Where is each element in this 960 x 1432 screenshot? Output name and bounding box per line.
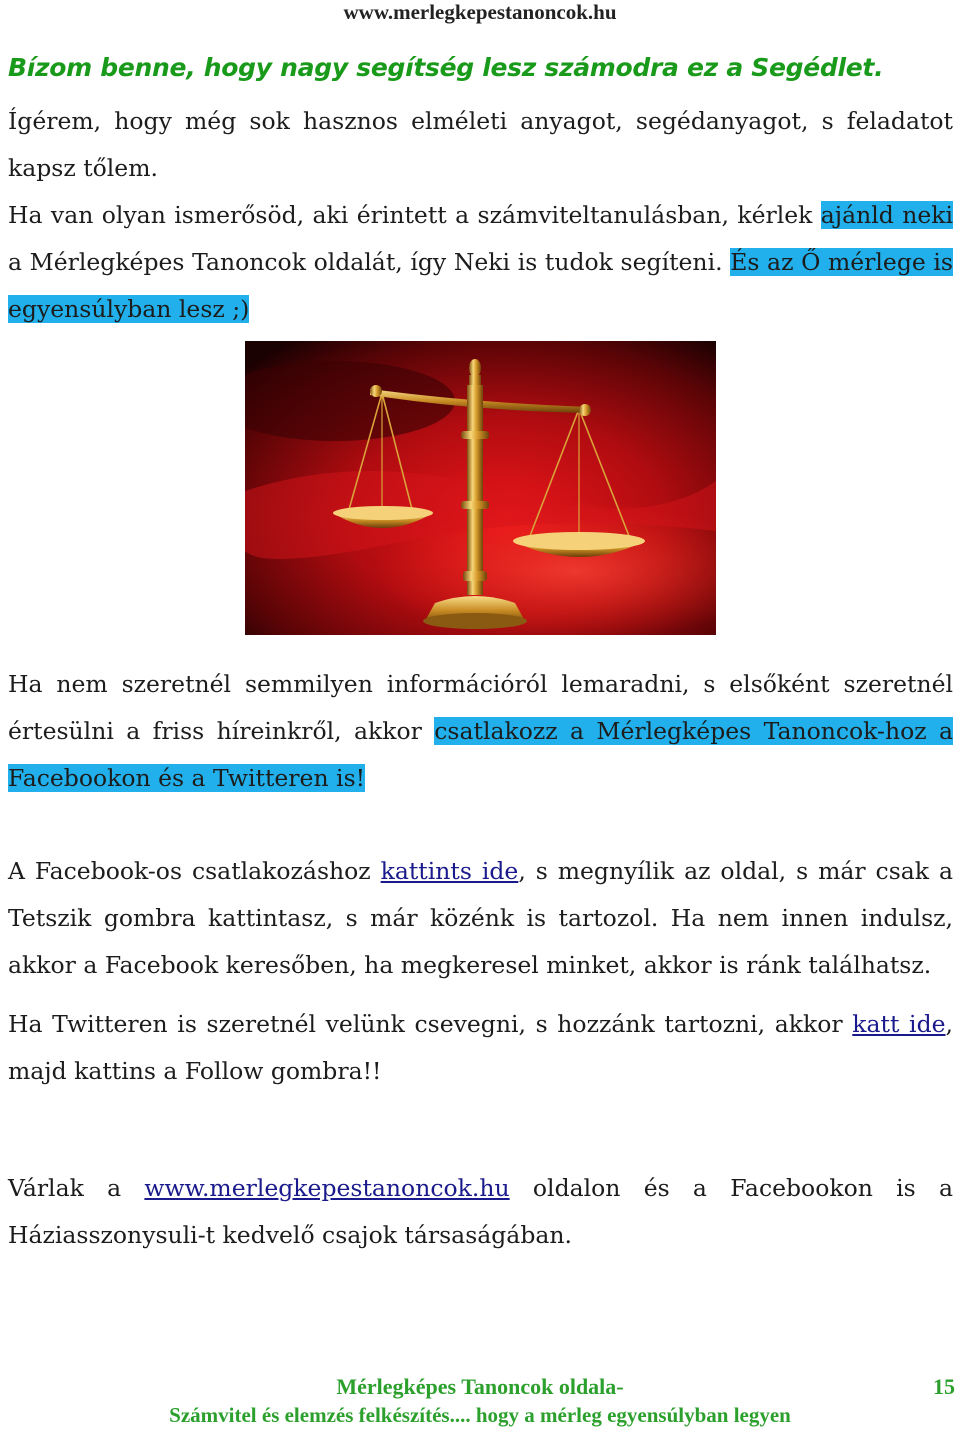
paragraph-join-social	[8, 661, 953, 802]
text-segment: ,	[945, 1010, 954, 1038]
page-number: 15	[933, 1374, 955, 1399]
header-site-url: www.merlegkepestanoncok.hu	[343, 0, 617, 24]
greeting-text: Bízom benne, hogy nagy segítség lesz számodra ez a Segédlet.	[8, 53, 884, 82]
website-link[interactable]: www.merlegkepestanoncok.hu	[144, 1174, 510, 1202]
highlighted-text: csatlakozz a Mérlegképes Tanoncok-hoz a	[434, 717, 954, 745]
paragraph-line: Ígérem, hogy még sok hasznos elméleti anyagot, segédanyagot, s feladatot	[8, 107, 953, 135]
highlighted-text: Facebookon és a Twitteren is!	[8, 764, 366, 792]
footer-subtitle: Számvitel és elemzés felkészítés.... hogy a mérleg egyensúlyban legyen	[169, 1403, 791, 1427]
highlighted-text: egyensúlyban lesz ;)	[8, 295, 250, 323]
text-segment: a Mérlegképes Tanoncok oldalát, így Neki is tudok segíteni.	[8, 248, 731, 276]
scales-of-justice-image	[245, 341, 716, 635]
paragraph-invite	[8, 1165, 953, 1259]
twitter-link[interactable]: katt ide	[852, 1010, 946, 1038]
paragraph-line	[8, 192, 953, 239]
text-segment: oldalon és a Facebookon is a	[509, 1174, 953, 1202]
paragraph-line	[8, 755, 953, 802]
paragraph-promise	[8, 98, 953, 192]
highlighted-text: ajánld neki	[820, 201, 953, 229]
paragraph-line: Háziasszonysuli-t kedvelő csajok társaságában.	[8, 1221, 572, 1249]
paragraph-line: akkor a Facebook keresőben, ha megkeresel minket, akkor is ránk találhatsz.	[8, 951, 932, 979]
text-segment: Ha van olyan ismerősöd, aki érintett a számviteltanulásban, kérlek	[8, 201, 821, 229]
paragraph-line	[8, 1165, 953, 1212]
paragraph-facebook	[8, 848, 953, 989]
highlighted-text: És az Ő mérlege is	[730, 248, 953, 276]
paragraph-line	[8, 708, 953, 755]
paragraph-twitter	[8, 1001, 953, 1095]
paragraph-line	[8, 239, 953, 286]
paragraph-line: kapsz tőlem.	[8, 154, 158, 182]
paragraph-line	[8, 286, 953, 333]
footer-title: Mérlegképes Tanoncok oldala-	[336, 1374, 624, 1399]
paragraph-line	[8, 848, 953, 895]
text-segment: Várlak a	[8, 1174, 145, 1202]
paragraph-line: Tetszik gombra kattintasz, s már közénk is tartozol. Ha nem innen indulsz,	[8, 904, 953, 932]
text-segment: értesülni a friss híreinkről, akkor	[8, 717, 435, 745]
text-segment: Ha Twitteren is szeretnél velünk csevegni, s hozzánk tartozni, akkor	[8, 1010, 853, 1038]
paragraph-line: majd kattins a Follow gombra!!	[8, 1057, 382, 1085]
facebook-link[interactable]: kattints ide	[380, 857, 519, 885]
paragraph-line: Ha nem szeretnél semmilyen információról lemaradni, s elsőként szeretnél	[8, 670, 953, 698]
paragraph-line	[8, 1001, 953, 1048]
paragraph-recommend	[8, 192, 953, 333]
text-segment: A Facebook-os csatlakozáshoz	[8, 857, 381, 885]
text-segment: , s megnyílik az oldal, s már csak a	[518, 857, 953, 885]
